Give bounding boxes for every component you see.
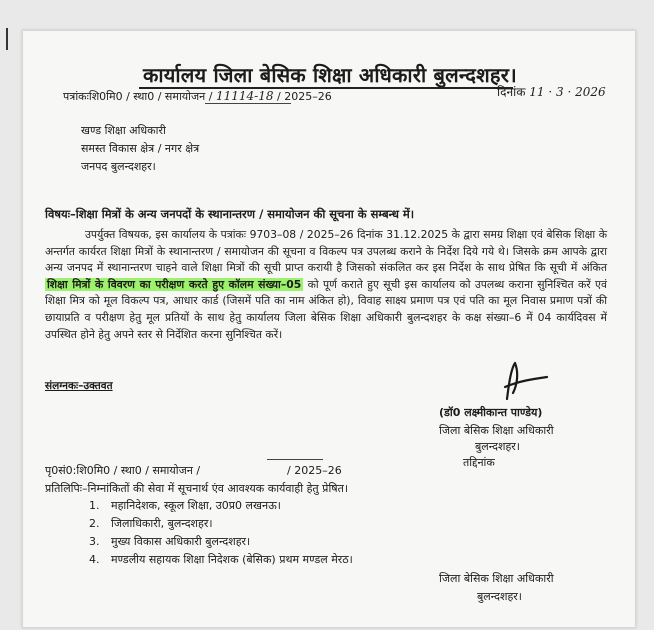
body-before: उपर्युक्त विषयक, इस कार्यालय के पत्रांकः 9703–08 / 2025–26 दिनांक 31.12.2025 के द्वारा समग्र शिक्षा एवं बेसिक शिक्षा के अन्तर्गत कार्यरत शिक्षा मित्रों के स्थानान्तरण / समायोजन की सूचना व विकल्प पत्र उपलब्ध कराने के निर्देश दिये गये थे। जिसके क्रम आपके द्वारा अन्य जनपद में स्थानान्तरण चाहने वाले शिक्षा मित्रों की सूची प्राप्त करायी है जिसको संकलित कर इस निर्देश के साथ प्रेषित कि सूची में अंकित xyxy=(45,228,607,275)
margin-mark xyxy=(6,28,8,50)
copy-list xyxy=(89,497,353,569)
office-title: कार्यालय जिला बेसिक शिक्षा अधिकारी बुलन्दशहर। xyxy=(143,63,517,87)
list-item: 4. मण्डलीय सहायक शिक्षा निदेशक (बेसिक) प्रथम मण्डल मेरठ। xyxy=(89,553,353,566)
list-item: 2. जिलाधिकारी, बुलन्दशहर। xyxy=(89,517,213,530)
signature-scribble xyxy=(495,359,555,407)
date-handwritten: 11 · 3 · 2026 xyxy=(529,85,606,99)
footer-place: बुलन्दशहर। xyxy=(477,590,522,603)
recipient-line-2: समस्त विकास क्षेत्र / नगर क्षेत्र xyxy=(81,142,200,155)
subject-line: विषयः–शिक्षा मित्रों के अन्य जनपदों के स्थानान्तरण / समायोजन की सूचना के सम्बन्ध में। xyxy=(45,207,415,221)
letter-page xyxy=(22,30,636,628)
ref-underline xyxy=(205,103,291,104)
highlighted-text: शिक्षा मित्रों के विवरण का परीक्षण करते हुए कॉलम संख्या–05 xyxy=(47,277,302,291)
reference-line xyxy=(63,89,332,104)
footer-designation: जिला बेसिक शिक्षा अधिकारी xyxy=(439,572,554,585)
list-item: 1. महानिदेशक, स्कूल शिक्षा, उ0प्र0 लखनऊ। xyxy=(89,499,281,512)
date-label: दिनांक xyxy=(497,85,526,99)
list-item: 3. मुख्य विकास अधिकारी बुलन्दशहर। xyxy=(89,535,251,548)
letter-body xyxy=(45,227,607,343)
ref-prefix: पत्रांकःशि0मि0 / स्था0 / समायोजन / xyxy=(63,90,213,103)
enclosure-note: संलग्नकः–उक्तवत xyxy=(45,380,113,392)
copy-intro: प्रतिलिपिः–निम्नांकितों की सेवा में सूचनार्थ एंव आवश्यक कार्यवाही हेतु प्रेषित। xyxy=(45,482,349,495)
copy-ref-prefix: पृ0सं0:शि0मि0 / स्था0 / समायोजन / xyxy=(45,464,201,477)
same-date-note: तद्दिनांक xyxy=(463,456,495,469)
ref-number-handwritten: 11114-18 xyxy=(216,89,274,103)
recipient-line-3: जनपद बुलन्दशहर। xyxy=(81,160,156,173)
copy-reference-line xyxy=(45,463,342,478)
signatory-place: बुलन्दशहर। xyxy=(475,440,520,453)
ref-year: / 2025–26 xyxy=(277,90,332,103)
signatory-designation: जिला बेसिक शिक्षा अधिकारी xyxy=(439,424,554,437)
body-after: को पूर्ण कराते हुए सूची इस कार्यालय को उपलब्ध कराना सुनिश्चित करें एवं शिक्षा मित्र को मूल विकल्प पत्र, आधार कार्ड (जिसमें पति का नाम अंकित हो), विवाह साक्ष्य प्रमाण पत्र एवं पति का मूल निवास प्रमाण पत्रों की छायाप्रति व परीक्षण हेतु मूल प्रतियों के साथ हेतु कार्यालय जिला बेसिक शिक्षा अधिकारी बुलन्दशहर के कक्ष संख्या–6 में 04 कार्यदिवस में उपस्थित होने हेतु अपने स्तर से निर्देशित करना सुनिश्चित करें। xyxy=(45,277,607,341)
date-line xyxy=(497,83,606,100)
copy-ref-year: / 2025–26 xyxy=(287,464,342,477)
recipient-line-1: खण्ड शिक्षा अधिकारी xyxy=(81,124,166,137)
copy-ref-blank-mark xyxy=(267,459,323,460)
signatory-name: (डॉ0 लक्ष्मीकान्त पाण्डेय) xyxy=(439,406,543,419)
